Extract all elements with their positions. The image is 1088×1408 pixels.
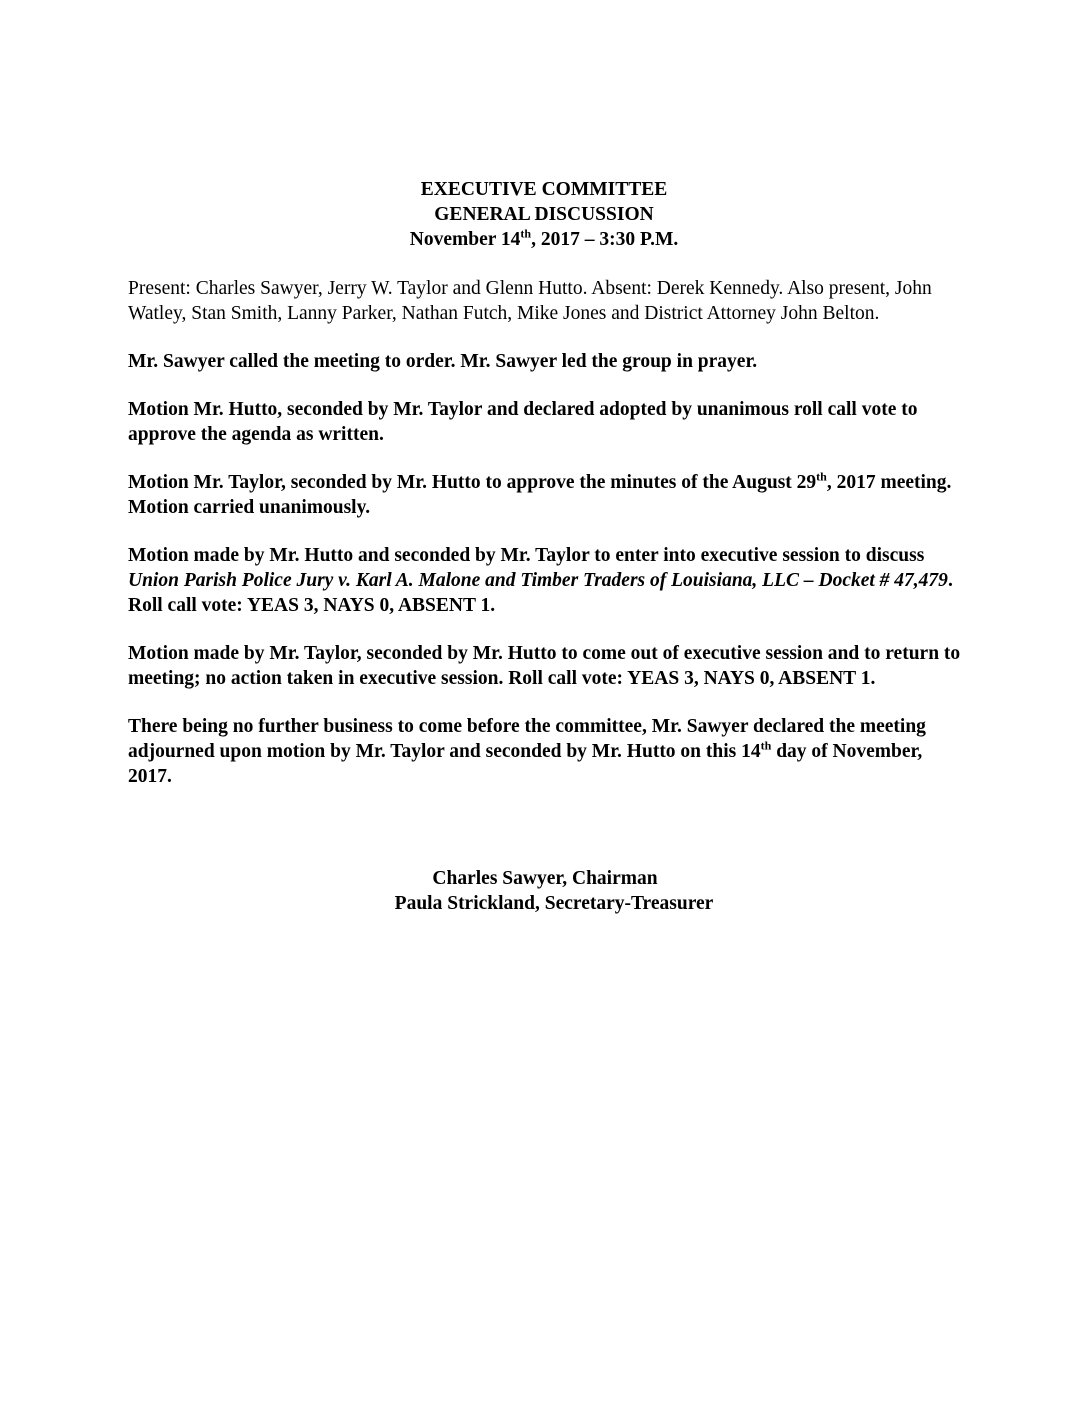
return-motion-paragraph: Motion made by Mr. Taylor, seconded by Mr. Hutto to come out of executive session and to return to meeting; no action taken in executive session. Roll call vote: YEAS 3, NAYS 0, ABSENT 1. [128,643,961,689]
chairman-signature: Charles Sawyer, Chairman [432,868,658,889]
secretary-signature: Paula Strickland, Secretary-Treasurer [394,893,714,914]
adjournment-prefix: There being no further business to come before the committee, Mr. Sawyer declared the meeting adjourned upon motion by Mr. Taylor and seconded by Mr. Hutto on this 14 [128,716,926,762]
signature-block [0,866,1088,916]
adjournment-ordinal: th [760,738,772,753]
executive-session-prefix: Motion made by Mr. Hutto and seconded by Mr. Taylor to enter into executive session to discuss [128,545,925,566]
minutes-motion-ordinal: th [816,469,827,484]
minutes-motion-paragraph [128,470,964,520]
meeting-date-ordinal: th [520,226,532,241]
minutes-motion-suffix: , 2017 meeting. Motion carried unanimously. [128,472,952,518]
meeting-date-suffix: , 2017 – 3:30 P.M. [531,229,679,250]
minutes-body [128,276,964,812]
document-header [0,177,1088,252]
header-title: EXECUTIVE COMMITTEE [420,179,668,200]
call-to-order-paragraph: Mr. Sawyer called the meeting to order. Mr. Sawyer led the group in prayer. [128,351,758,372]
adjournment-suffix: day of November, 2017. [128,741,923,787]
agenda-motion-paragraph: Motion Mr. Hutto, seconded by Mr. Taylor and declared adopted by unanimous roll call vote to approve the agenda as written. [128,399,918,445]
executive-session-motion-paragraph [128,543,964,618]
adjournment-paragraph [128,714,964,789]
case-title: Union Parish Police Jury v. Karl A. Malone and Timber Traders of Louisiana, LLC – Docket # 47,479 [128,570,948,591]
header-subtitle: GENERAL DISCUSSION [434,204,654,225]
meeting-date [0,227,1088,252]
executive-session-suffix: . Roll call vote: YEAS 3, NAYS 0, ABSENT 1. [128,570,953,616]
meeting-date-prefix: November 14 [409,229,521,250]
minutes-motion-prefix: Motion Mr. Taylor, seconded by Mr. Hutto to approve the minutes of the August 29 [128,472,817,493]
attendance-paragraph: Present: Charles Sawyer, Jerry W. Taylor and Glenn Hutto. Absent: Derek Kennedy. Also present, John Watley, Stan Smith, Lanny Parker, Nathan Futch, Mike Jones and District Attorney John Belton. [128,278,932,324]
